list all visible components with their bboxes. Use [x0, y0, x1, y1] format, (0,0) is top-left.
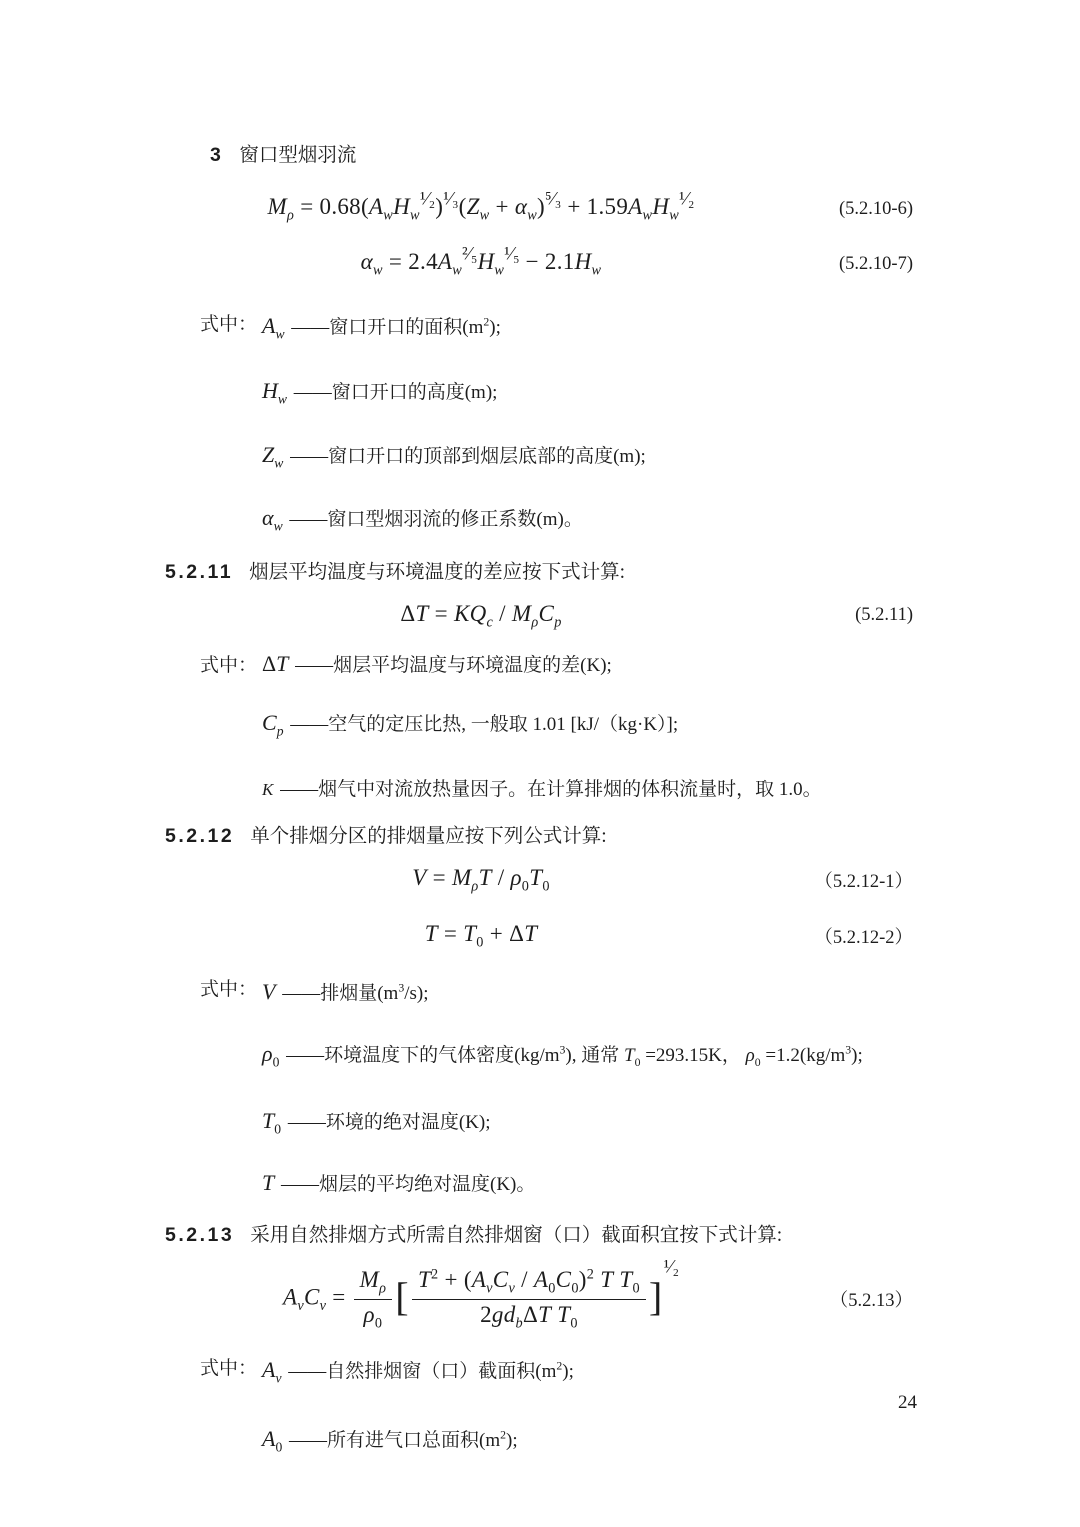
definition-Zw: [165, 441, 913, 476]
description-T0: ——环境的绝对温度(K);: [287, 1111, 491, 1133]
item-3-heading: [165, 142, 913, 169]
equation-row-5-2-12-1: [165, 858, 913, 902]
definition-Hw: [165, 377, 913, 412]
symbol-T: T: [262, 1170, 275, 1196]
clause-5-2-13-heading: [165, 1222, 913, 1249]
description-Aw: ——窗口开口的面积$(m^2)$;: [291, 316, 501, 339]
symbol-Av: $A_v$: [262, 1357, 282, 1386]
clause-5-2-12-number: 5.2.12: [165, 825, 235, 848]
definition-K: [165, 774, 913, 803]
definition-Cp: [165, 709, 913, 744]
description-V: ——排烟量$(m^3/s)$;: [282, 981, 429, 1004]
where-label: 式中：: [200, 979, 258, 1001]
definition-alpha-w: [165, 504, 913, 539]
formula-5-2-11: $\Delta T = KQ_c / M_\rho C_p$: [400, 600, 562, 631]
formula-5-2-10-6: $M_\rho = 0.68(A_wH_w^{^1⁄_2})^{^1⁄_3}(Z_w + \alpha_w)^{^5⁄_3} + 1.59A_wH_w^{^1⁄_2}$: [267, 188, 695, 224]
definition-deltaT: [165, 650, 913, 679]
symbol-Cp: $C_p$: [262, 709, 284, 739]
clause-5-2-12-title: 单个排烟分区的排烟量应按下列公式计算:: [250, 826, 607, 848]
formula-5-2-12-2: $T = T_0 + \Delta T$: [424, 920, 538, 951]
equation-number-5-2-10-7: (5.2.10-7): [839, 253, 913, 274]
equation-row-5-2-10-7: [165, 239, 913, 289]
equation-row-5-2-12-2: [165, 914, 913, 958]
description-A0: ——所有进气口总面积$(m^2)$;: [289, 1428, 518, 1452]
document-content: [165, 140, 913, 1461]
item-3-number: 3: [210, 144, 224, 166]
symbol-Hw: $H_w$: [262, 377, 287, 407]
clause-5-2-11-heading: [165, 559, 913, 586]
description-T: ——烟层的平均绝对温度(K)。: [281, 1174, 536, 1196]
equation-number-5-2-12-1: （5.2.12-1）: [814, 872, 913, 893]
formula-5-2-13: $A_vC_v$ = $\frac{M_\rho}{\rho_0}$ [ $\frac{T^2 + (A_vC_v / A_0C_0)^2 T T_0}{2gd_b\Delta T T_0}$ ]$^{^1⁄_2}$: [282, 1256, 680, 1332]
page-number: 24: [898, 1392, 917, 1413]
symbol-K: K: [262, 780, 274, 800]
symbol-T0: $T_0$: [262, 1107, 282, 1137]
equation-row-5-2-10-6: [165, 181, 913, 237]
equation-row-5-2-11: [165, 594, 913, 638]
equation-row-5-2-13: [165, 1253, 913, 1345]
symbol-Aw: $A_w$: [262, 313, 285, 342]
equation-number-5-2-10-6: (5.2.10-6): [839, 198, 913, 219]
equation-number-5-2-12-2: （5.2.12-2）: [814, 928, 913, 949]
equation-number-5-2-11: (5.2.11): [855, 605, 913, 626]
definition-T: [165, 1169, 913, 1198]
description-deltaT: ——烟层平均温度与环境温度的差(K);: [295, 654, 612, 676]
symbol-rho0: $\rho_0$: [262, 1040, 280, 1070]
equation-number-5-2-13: （5.2.13）: [829, 1291, 913, 1312]
definition-Aw: [165, 309, 913, 348]
definition-rho0: [165, 1037, 913, 1076]
description-Av: ——自然排烟窗（口）截面积$(m^2)$;: [288, 1360, 574, 1383]
clause-5-2-12-heading: [165, 823, 913, 850]
formula-5-2-10-7: $\alpha_w = 2.4A_w^{^2⁄_5}H_w^{^1⁄_5} - 2.1H_w$: [360, 243, 602, 279]
description-rho0: ——环境温度下的气体密度$(kg/m^3)$, 通常 $T_0 =293.15K$， $\rho_0 =1.2(kg/m^3)$;: [286, 1043, 863, 1069]
description-Hw: ——窗口开口的高度(m);: [293, 381, 498, 403]
clause-5-2-13-number: 5.2.13: [165, 1224, 235, 1247]
clause-5-2-11-number: 5.2.11: [165, 560, 234, 583]
clause-5-2-13-title: 采用自然排烟方式所需自然排烟窗（口）截面积宜按下式计算:: [250, 1225, 783, 1247]
where-label: 式中：: [200, 1358, 258, 1380]
description-alpha-w: ——窗口型烟羽流的修正系数(m)。: [289, 508, 583, 530]
where-label: 式中：: [200, 654, 258, 676]
where-label: 式中：: [200, 314, 258, 335]
description-K: ——烟气中对流放热量因子。在计算排烟的体积流量时，取 1.0。: [280, 779, 822, 801]
description-Zw: ——窗口开口的顶部到烟层底部的高度(m);: [290, 446, 646, 468]
description-Cp: ——空气的定压比热, 一般取 1.01 [kJ/（kg·K）];: [290, 713, 679, 735]
symbol-A0: $A_0$: [262, 1426, 283, 1455]
definition-V: [165, 974, 913, 1006]
symbol-Zw: $Z_w$: [262, 442, 284, 471]
symbol-deltaT: ΔT: [262, 650, 289, 676]
symbol-alpha-w: $\alpha_w$: [262, 504, 283, 533]
definition-Av: [165, 1353, 913, 1392]
formula-5-2-12-1: $V = M_\rho T / \rho_0T_0$: [412, 864, 550, 895]
definition-A0: [165, 1422, 913, 1461]
definition-T0: [165, 1107, 913, 1142]
symbol-V: V: [262, 978, 276, 1004]
clause-5-2-11-title: 烟层平均温度与环境温度的差应按下式计算:: [249, 561, 626, 583]
item-3-title: 窗口型烟羽流: [239, 145, 357, 166]
